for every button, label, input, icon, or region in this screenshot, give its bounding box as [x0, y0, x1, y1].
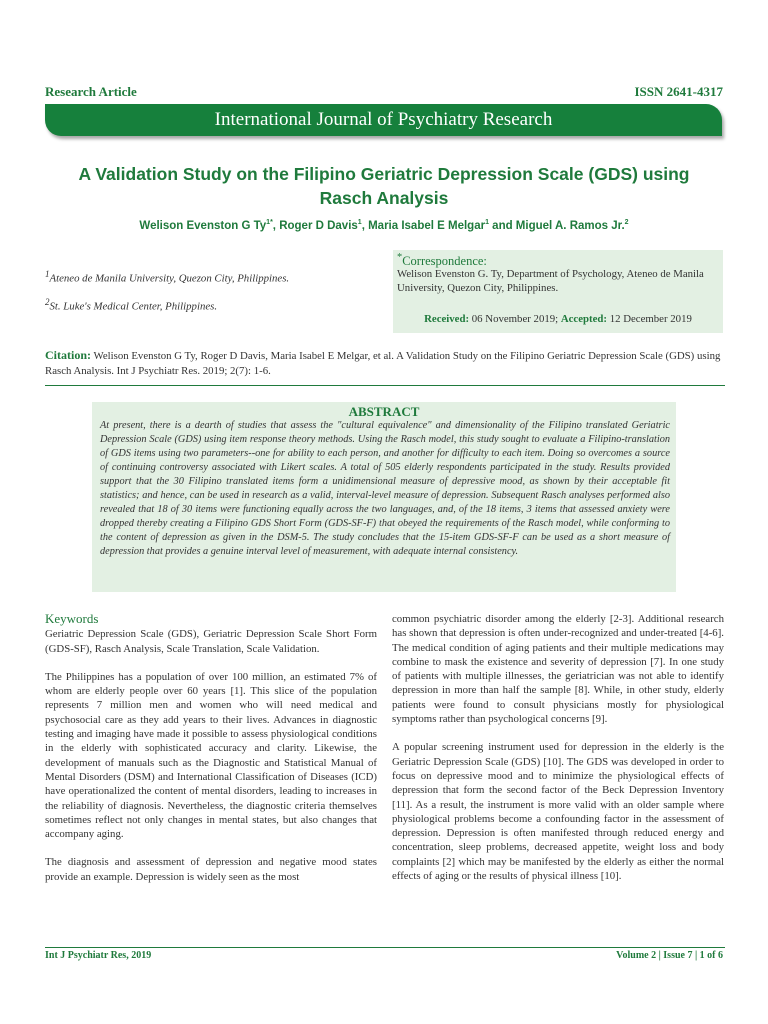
body-paragraph-2: The diagnosis and assessment of depression and negative mood states provide an example. Depression is widely seen as the most: [45, 856, 377, 883]
author-4-sup: 2: [624, 219, 629, 226]
author-2: Roger D Davis: [279, 219, 358, 232]
body-paragraph-4: A popular screening instrument used for depression in the elderly is the Geriatric Depression Scale (GDS) [10]. The GDS was developed in order to focus on depressive mood and to minimize the physiological effects of depression that form the second factor of the Beck Depression Inventory [11]. As a result, the instrument is more valid with an older sample where physiological problems become a confounding factor in the assessment of depression. Depression is often manifested through reduced energy and concentration, sleep problems, decreased appetite, weight loss and body complaints [2] which may be manifested by the elderly as either the normal effects of aging or the results of physical illness [10].: [392, 741, 724, 883]
author-4: and Miguel A. Ramos Jr.: [492, 219, 625, 232]
accepted-label: Accepted:: [560, 313, 608, 325]
keywords-text: Geriatric Depression Scale (GDS), Geriatric Depression Scale Short Form (GDS-SF), Rasch Analysis, Scale Translation, Scale Validation.: [45, 628, 377, 655]
correspondence-text: Welison Evenston G. Ty, Department of Psychology, Ateneo de Manila University, Quezon City, Philippines.: [397, 268, 704, 294]
right-column: [392, 612, 724, 883]
affiliation-2-sup: 2: [45, 297, 50, 307]
abstract-text: At present, there is a dearth of studies that assess the "cultural equivalence" and dimensionality of the Filipino translated Geriatric Depression Scale (GDS) using item response theory methods. Using the Rasch model, this study sought to evaluate a Filipino-translation of GDS items using two parameters--one for ability to each person, and another for difficulty to each item. Doing so overcomes a source of continuing controversy associated with Likert scales. A total of 505 elderly respondents participated in the study. Results provided support that the 30 Filipino translated items form a unidimensional measure of depressive mood, as shown by their acceptable fit statistics; and hence, can be used in research as a valid, interval-level measure of depression. Subsequent Rasch analyses performed also revealed that 18 of 30 items were functioning equally across the two languages, and, of the 18 items, 3 items that assessed anxiety were dropped thereby creating a Filipino GDS Short Form (GDS-SF-F) that obeyed the requirements of the Rasch model, while conforming to the content of depression as given in the DSM-5. The study concludes that the 15-item GDS-SF-F can be used as a short measure of depression that provides a genuine interval level of measurement, with adequate internal consistency.: [100, 420, 670, 557]
author-2-sup: 1: [357, 219, 362, 226]
received-accepted-dates: [393, 313, 723, 325]
journal-banner: International Journal of Psychiatry Research: [45, 104, 722, 136]
article-type-label: Research Article: [45, 84, 137, 99]
citation-label: Citation:: [45, 348, 91, 362]
affiliation-1-text: Ateneo de Manila University, Quezon City, Philippines.: [49, 272, 290, 285]
affiliation-1: [45, 269, 289, 285]
footer-journal: Int J Psychiatr Res, 2019: [45, 950, 152, 961]
body-paragraph-3: common psychiatric disorder among the elderly [2-3]. Additional research has shown that depression is often under-recognized and under-treated [4-6]. The medical condition of aging patients and their multiple medications may combine to mask the existence and severity of depression [7]. In one study of patients with multiple illnesses, the geriatrician was not able to identify depression in more than half the sample [8]. While, in other study, elderly patients were found to consult physicians mostly for physiological symptoms rather than psychological concerns [9].: [392, 613, 724, 726]
received-label: Received:: [424, 313, 470, 325]
correspondence-sup: *: [397, 252, 403, 263]
affiliation-2: [45, 297, 217, 313]
correspondence-heading-text: Correspondence:: [402, 254, 487, 269]
author-3: Maria Isabel E Melgar: [368, 219, 486, 232]
body-paragraph-1: The Philippines has a population of over 100 million, an estimated 7% of whom are elderly people over 60 years [1]. This slice of the population represents 7 million men and women who will need medical and psychosocial care as they add years to their lives. Advances in diagnostic testing and imaging have made it possible to assess physiological conditions in the elderly with sophisticated accuracy and clarity. Likewise, the development of manuals such as the Diagnostic and Statistical Manual of Mental Disorders (DSM) and International Classification of Diseases (ICD) have operationalized the content of mental disorders, leading to increases in the reliability of diagnosis. Nevertheless, the diagnostic criteria themselves sometimes reflect not only changes in mental states, but also changes that accompany aging.: [45, 670, 377, 841]
citation: [45, 348, 725, 379]
received-date: 06 November 2019;: [471, 313, 559, 325]
affiliation-1-sup: 1: [45, 269, 50, 279]
affiliation-2-text: St. Luke's Medical Center, Philippines.: [49, 300, 218, 313]
author-1: Welison Evenston G Ty: [139, 219, 267, 232]
keywords-heading: Keywords: [45, 611, 99, 626]
abstract-heading: ABSTRACT: [348, 404, 420, 419]
paper-title: [40, 162, 728, 210]
left-column: [45, 612, 377, 884]
issn-label: ISSN 2641-4317: [634, 84, 723, 99]
citation-text: Welison Evenston G Ty, Roger D Davis, Maria Isabel E Melgar, et al. A Validation Study on the Filipino Geriatric Depression Scale (GDS) using Rasch Analysis. Int J Psychiatr Res. 2019; 2(7): 1-6.: [45, 350, 721, 377]
footer-rule: [45, 947, 725, 948]
footer-page-info: Volume 2 | Issue 7 | 1 of 6: [616, 950, 723, 961]
accepted-date: 12 December 2019: [609, 313, 692, 325]
author-list: Welison Evenston G $Ty^{1*}$, Roger D Davis$^1$, Maria Isabel E Melgar$^1$ and Miguel A. Ramos Jr.$^2$: [139, 219, 629, 232]
author-1-sup: 1*: [266, 219, 273, 226]
author-3-sup: 1: [485, 219, 489, 226]
title-line-2: Rasch Analysis: [319, 188, 449, 208]
title-line-1: A Validation Study on the Filipino Geriatric Depression Scale (GDS) using: [78, 164, 690, 184]
divider-rule: [45, 385, 725, 386]
